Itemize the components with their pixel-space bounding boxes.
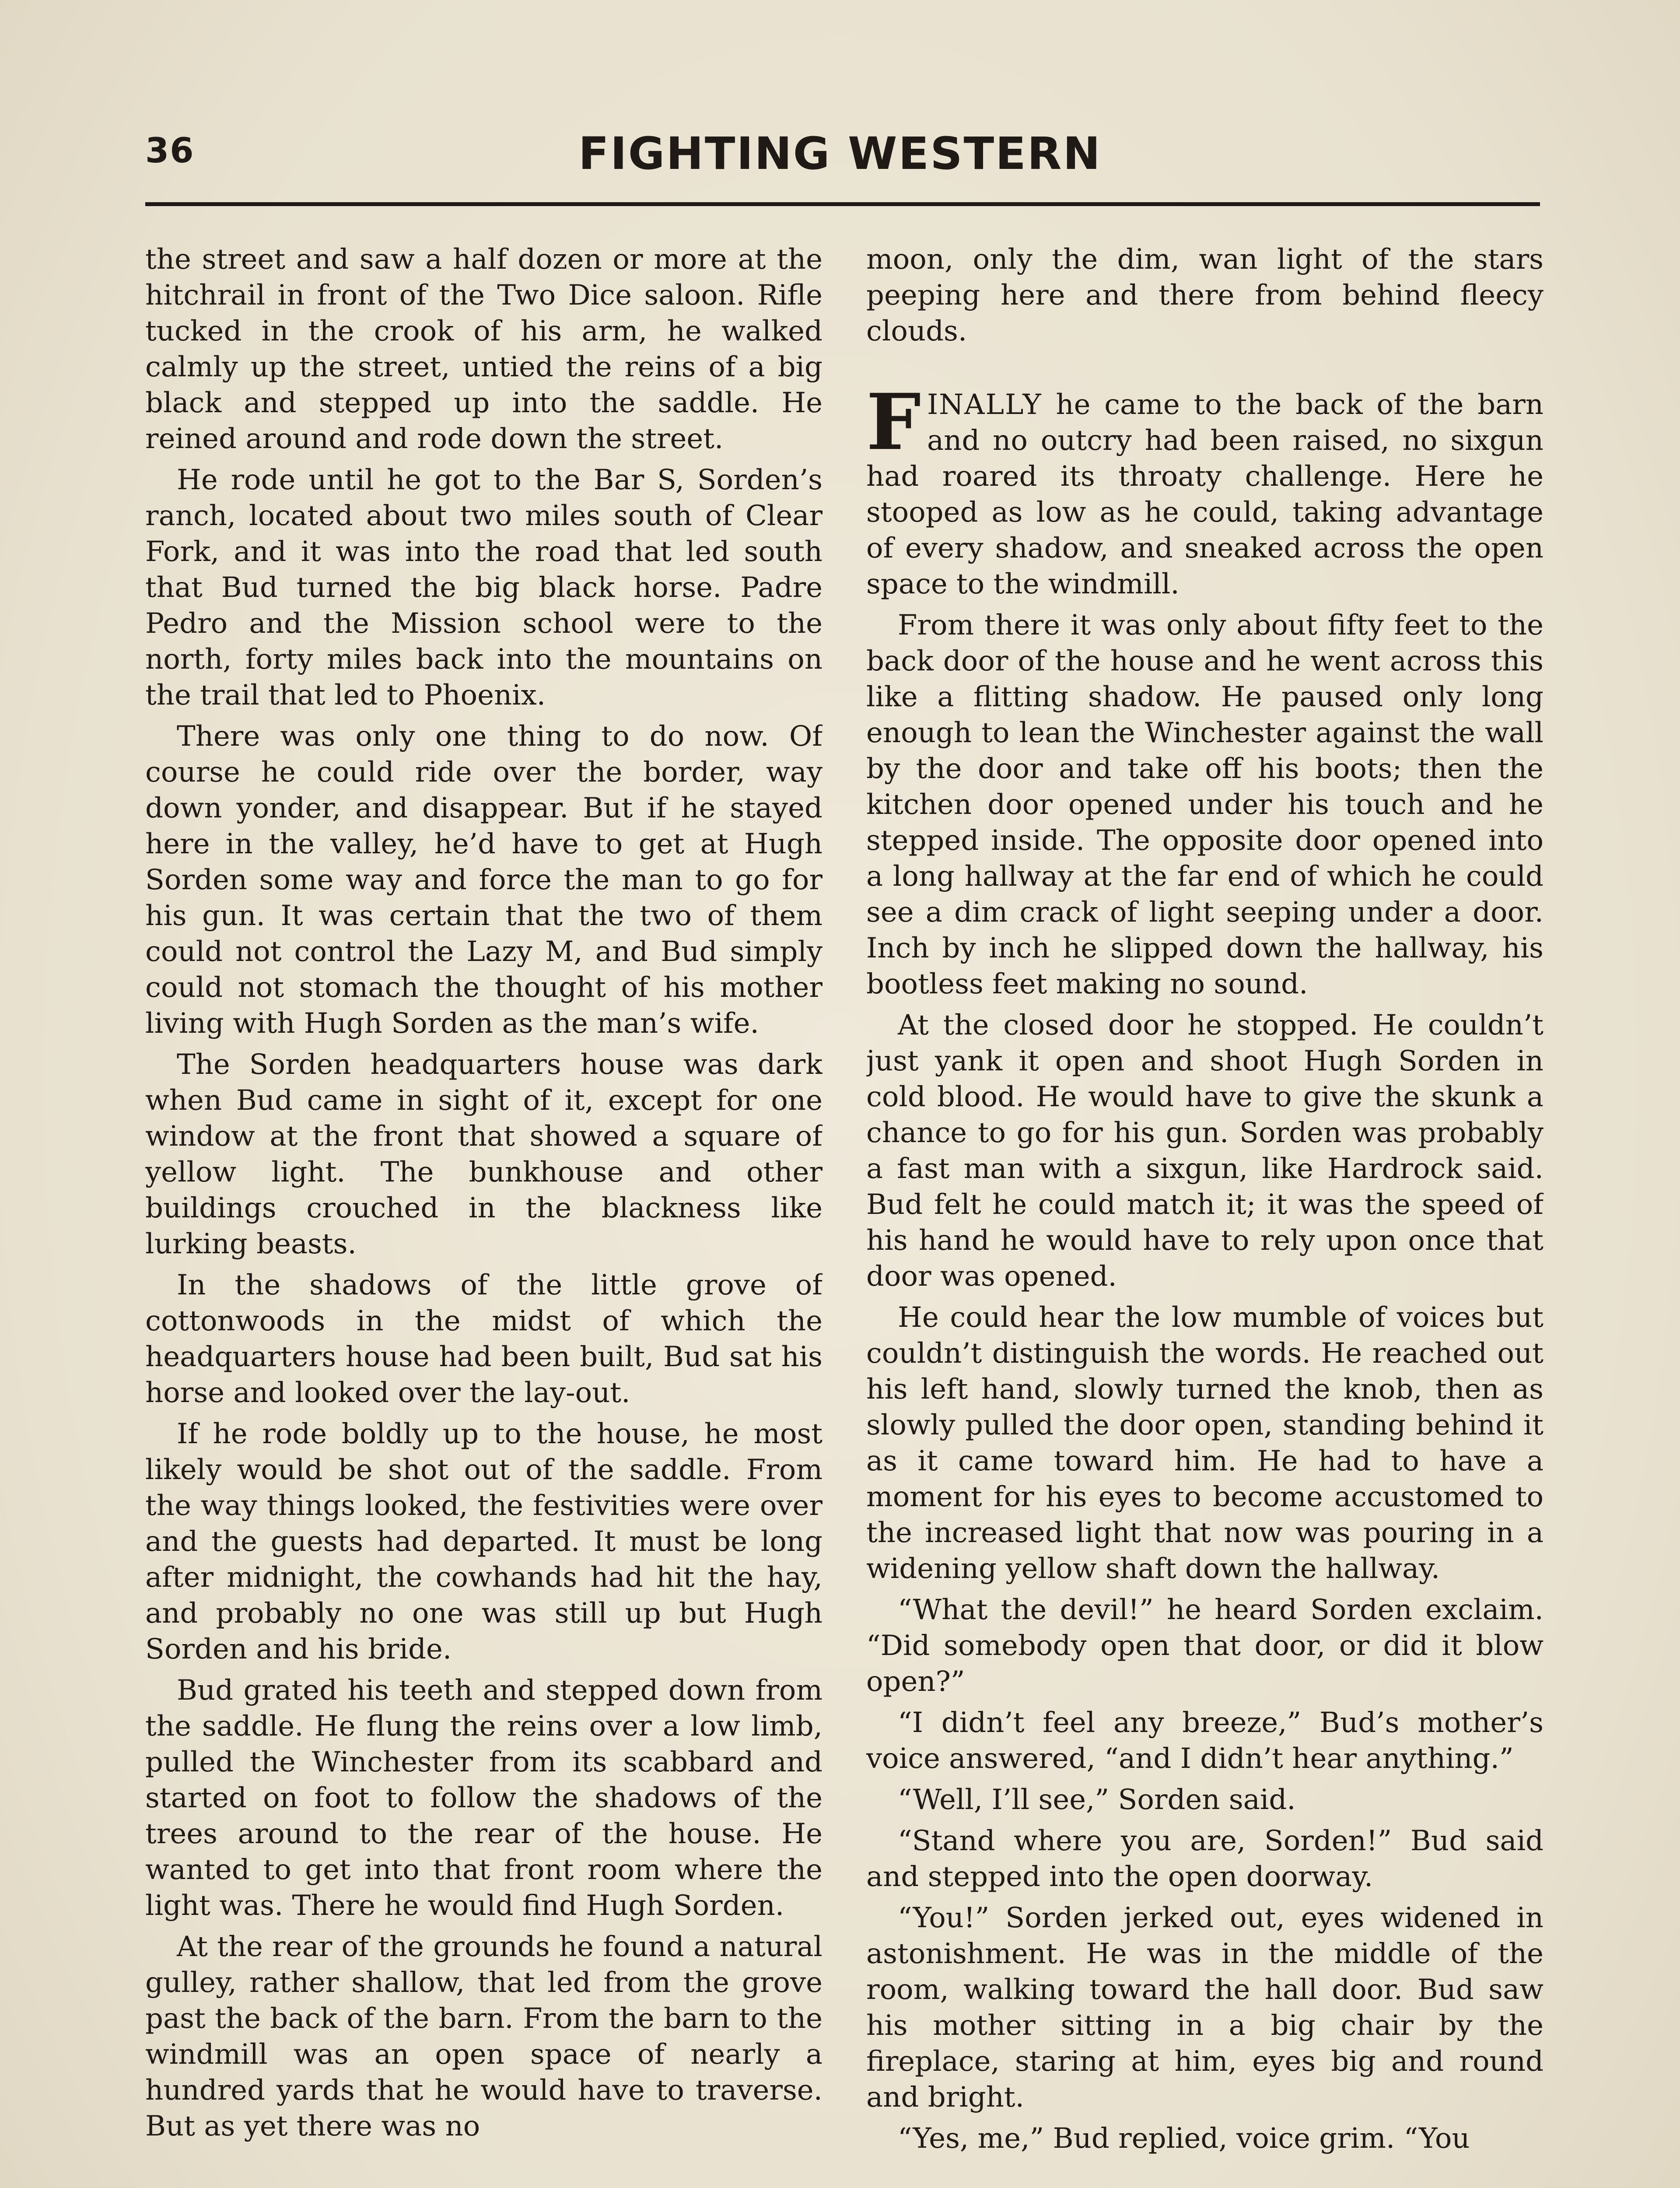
right-column [866,242,1544,2188]
paragraph: He rode until he got to the Bar S, Sorden’s ranch, located about two miles south of Clear Fork, and it was into the road that led south that Bud turned the big black horse. Padre Pedro and the Mission school were to the north, forty miles back into the mountains on the trail that led to Phoenix. [145,464,822,712]
paragraph: “You!” Sorden jerked out, eyes widened in astonishment. He was in the middle of the room, walking toward the hall door. Bud saw his mother sitting in a big chair by the fireplace, staring at him, eyes big and round and bright. [866,1902,1544,2114]
paragraph: He could hear the low mumble of voices but couldn’t distinguish the words. He reached out his left hand, slowly turned the knob, then as slowly pulled the door open, standing behind it as it came toward him. He had to have a moment for his eyes to become accustomed to the increased light that now was pouring in a widening yellow shaft down the hallway. [866,1301,1544,1585]
left-column [145,242,822,2188]
section-opening-paragraph [866,377,1544,602]
paragraph: From there it was only about fifty feet to the back door of the house and he went across this like a flitting shadow. He paused only long enough to lean the Winchester against the wall by the door and take off his boots; then the kitchen door opened under his touch and he stepped inside. The opposite door opened into a long hallway at the far end of which he could see a dim crack of light seeping under a door. Inch by inch he slipped down the hallway, his bootless feet making no sound. [866,609,1544,1000]
paragraph: The Sorden headquarters house was dark when Bud came in sight of it, except for one window at the front that showed a square of yellow light. The bunkhouse and other buildings crouched in the blackness like lurking beasts. [145,1048,822,1260]
paragraph: the street and saw a half dozen or more at the hitchrail in front of the Two Dice saloon. Rifle tucked in the crook of his arm, he walked calmly up the street, untied the reins of a big black and stepped up into the saddle. He reined around and rode down the street. [145,243,822,455]
paragraph: In the shadows of the little grove of cottonwoods in the midst of which the headquarters house had been built, Bud sat his horse and looked over the lay-out. [145,1269,822,1409]
header-rule [145,202,1540,206]
paragraph: At the closed door he stopped. He couldn’t just yank it open and shoot Hugh Sorden in cold blood. He would have to give the skunk a chance to go for his gun. Sorden was probably a fast man with a sixgun, like Hardrock said. Bud felt he could match it; it was the speed of his hand he would have to rely upon once that door was opened. [866,1009,1544,1293]
running-head-title: FIGHTING WESTERN [578,128,1102,180]
drop-cap: F [866,377,921,467]
continued-paragraph: moon, only the dim, wan light of the stars peeping here and there from behind fleecy clouds. [866,243,1544,347]
paragraph: “Well, I’ll see,” Sorden said. [898,1784,1296,1816]
section-lead-word: INALLY [927,389,1042,421]
paragraph: There was only one thing to do now. Of course he could ride over the border, way down yonder, and disappear. But if he stayed here in the valley, he’d have to get at Hugh Sorden some way and force the man to go for his gun. It was certain that the two of them could not control the Lazy M, and Bud simply could not stomach the thought of his mother living with Hugh Sorden as the man’s wife. [145,720,822,1040]
paragraph: “What the devil!” he heard Sorden exclaim. “Did somebody open that door, or did it blow open?” [866,1594,1544,1698]
paragraph: At the rear of the grounds he found a natural gulley, rather shallow, that led from the grove past the back of the barn. From the barn to the windmill was an open space of nearly a hundred yards that he would have to traverse. But as yet there was no [145,1931,822,2142]
paragraph: If he rode boldly up to the house, he most likely would be shot out of the saddle. From the way things looked, the festivities were over and the guests had departed. It must be long after midnight, the cowhands had hit the hay, and probably no one was still up but Hugh Sorden and his bride. [145,1418,822,1666]
paragraph: Bud grated his teeth and stepped down from the saddle. He flung the reins over a low limb, pulled the Winchester from its scabbard and started on foot to follow the shadows of the trees around to the rear of the house. He wanted to get into that front room where the light was. There he would find Hugh Sorden. [145,1674,822,1922]
section-opening-text: he came to the back of the barn and no outcry had been raised, no sixgun had roared its throaty challenge. Here he stooped as low as he could, taking advantage of every shadow, and sneaked across the open space to the windmill. [866,389,1544,600]
page-number: 36 [145,131,195,171]
paragraph: “Stand where you are, Sorden!” Bud said and stepped into the open doorway. [866,1825,1544,1893]
paragraph: “Yes, me,” Bud replied, voice grim. “You [898,2122,1470,2155]
paragraph: “I didn’t feel any breeze,” Bud’s mother’s voice answered, “and I didn’t hear anything.” [866,1707,1544,1775]
